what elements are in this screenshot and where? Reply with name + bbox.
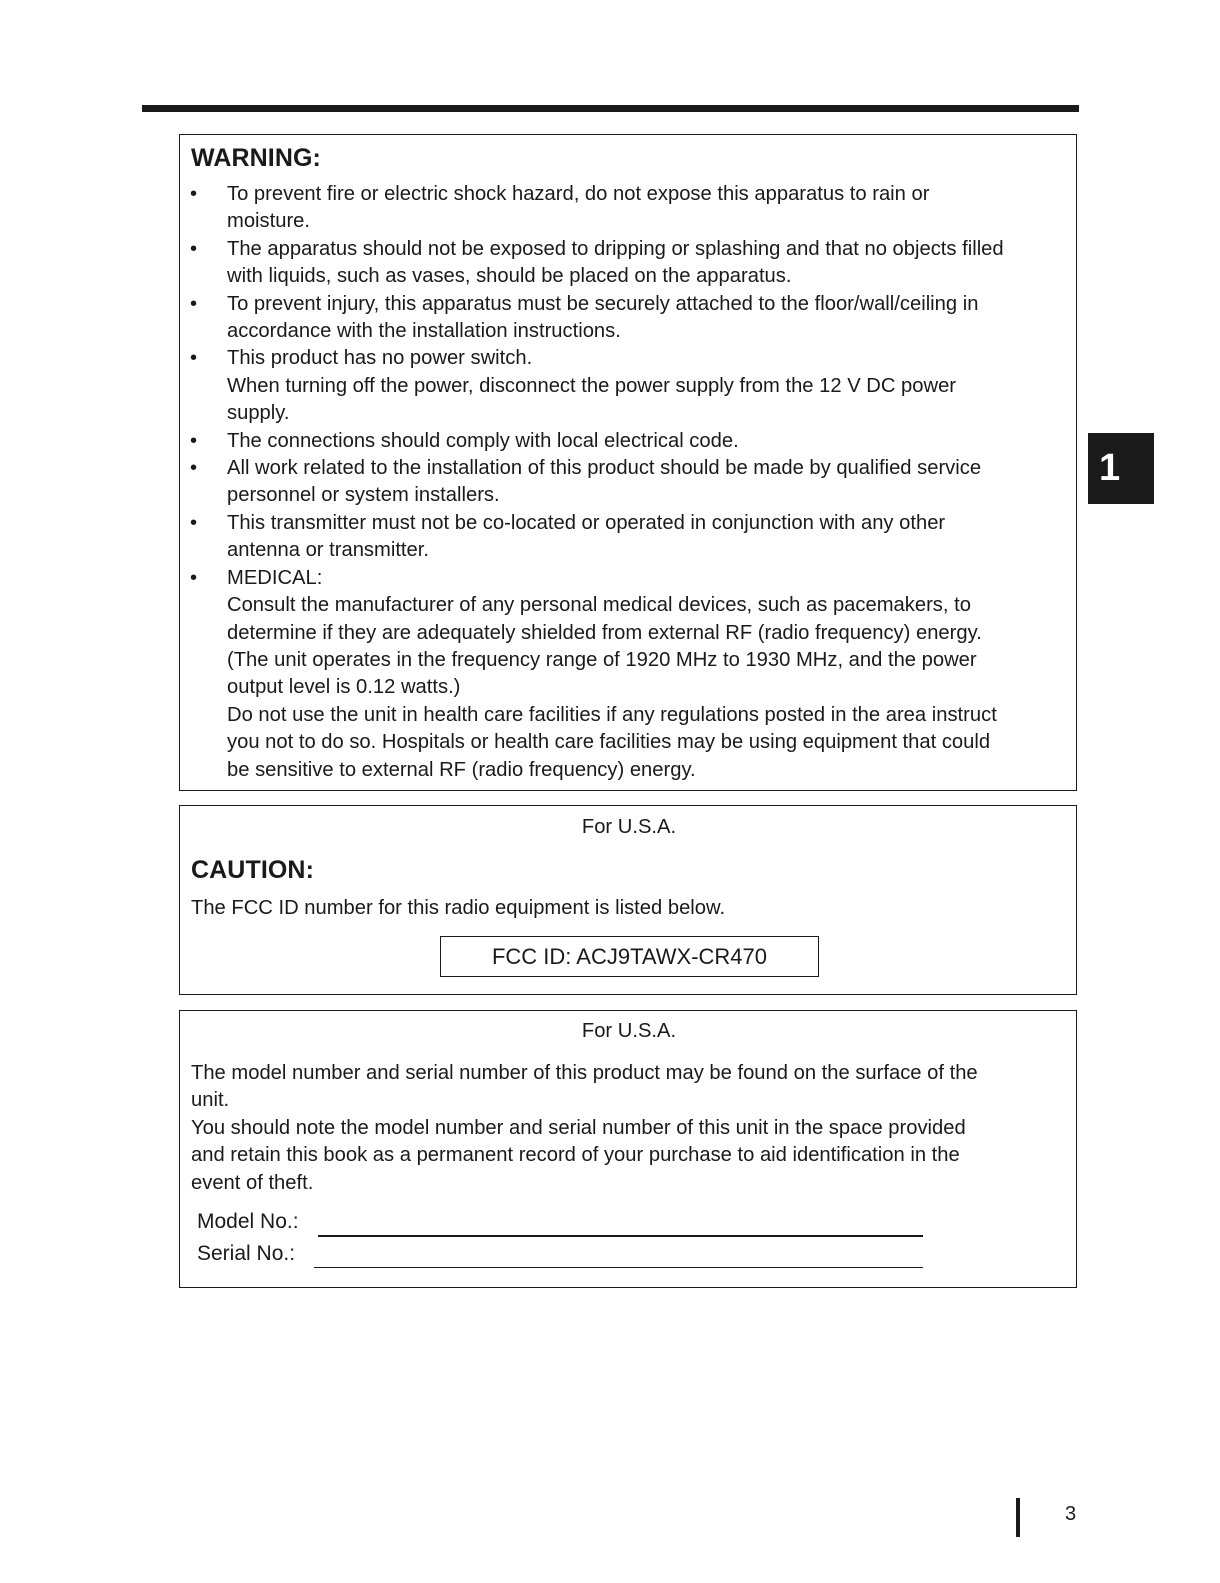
warning-item (180, 236, 1078, 291)
warning-item-line: Do not use the unit in health care facilities if any regulations posted in the area instruct (227, 703, 997, 726)
warning-item-line: To prevent fire or electric shock hazard, do not expose this apparatus to rain or (227, 183, 930, 205)
warning-item-line: accordance with the installation instructions. (227, 320, 621, 343)
warning-item-line: antenna or transmitter. (227, 539, 429, 562)
record-text (191, 1060, 1071, 1197)
bullet-icon: • (190, 292, 198, 315)
warning-item-line: This product has no power switch. (227, 347, 533, 370)
warning-item-line: This transmitter must not be co-located or operated in conjunction with any other (227, 511, 946, 534)
warning-heading: WARNING: (191, 144, 321, 172)
warning-item-line: The apparatus should not be exposed to dripping or splashing and that no objects filled (227, 237, 1004, 260)
model-number-label: Model No.: (197, 1210, 299, 1233)
warning-item (180, 181, 1078, 236)
record-text-line: You should note the model number and serial number of this unit in the space provided (191, 1116, 966, 1139)
bullet-icon: • (190, 183, 198, 205)
record-text-line: event of theft. (191, 1171, 314, 1194)
bullet-icon: • (190, 457, 198, 480)
caution-text: The FCC ID number for this radio equipment is listed below. (191, 897, 726, 919)
model-number-blank (318, 1235, 923, 1237)
record-region-label: For U.S.A. (581, 1020, 677, 1042)
record-box (179, 1010, 1077, 1288)
page-number: 3 (1065, 1503, 1077, 1525)
warning-item (180, 345, 1078, 427)
bullet-icon: • (190, 511, 198, 534)
warning-item-line: personnel or system installers. (227, 484, 500, 507)
bullet-icon: • (190, 237, 198, 260)
warning-item-line: Consult the manufacturer of any personal medical devices, such as pacemakers, to (227, 594, 971, 617)
warning-item-line: be sensitive to external RF (radio frequency) energy. (227, 758, 696, 781)
caution-region-label: For U.S.A. (581, 816, 677, 838)
warning-item-line: with liquids, such as vases, should be placed on the apparatus. (227, 265, 792, 288)
header-rule (142, 105, 1079, 112)
record-text-line: The model number and serial number of this product may be found on the surface of the (191, 1062, 978, 1084)
footer-rule (1016, 1498, 1020, 1537)
record-text-line: and retain this book as a permanent record of your purchase to aid identification in the (191, 1144, 960, 1167)
record-text-line: unit. (191, 1089, 230, 1112)
model-number-row (197, 1210, 299, 1234)
warning-item-line: To prevent injury, this apparatus must be securely attached to the floor/wall/ceiling in (227, 292, 979, 315)
bullet-icon: • (190, 347, 198, 370)
chapter-tab: 1 (1088, 433, 1154, 504)
warning-item-line: supply. (227, 402, 290, 425)
caution-box (179, 805, 1077, 995)
warning-list (180, 181, 1078, 784)
warning-item (180, 291, 1078, 346)
warning-item-line: All work related to the installation of this product should be made by qualified service (227, 457, 982, 480)
warning-item (180, 565, 1078, 784)
caution-heading: CAUTION: (191, 856, 315, 884)
warning-item (180, 428, 1078, 455)
fcc-id-label: FCC ID: ACJ9TAWX-CR470 (440, 936, 819, 977)
serial-number-row (197, 1242, 295, 1266)
warning-item-line: output level is 0.12 watts.) (227, 676, 461, 699)
warning-item-line: moisture. (227, 210, 311, 233)
warning-item-line: (The unit operates in the frequency range of 1920 MHz to 1930 MHz, and the power (227, 648, 977, 671)
warning-item (180, 455, 1078, 510)
warning-item-line: When turning off the power, disconnect the power supply from the 12 V DC power (227, 374, 957, 397)
warning-box (179, 134, 1077, 791)
bullet-icon: • (190, 566, 198, 589)
serial-number-blank (314, 1267, 923, 1268)
serial-number-label: Serial No.: (197, 1242, 296, 1265)
warning-item-line: you not to do so. Hospitals or health care facilities may be using equipment that could (227, 731, 991, 754)
warning-item-line: MEDICAL: (227, 566, 323, 589)
bullet-icon: • (190, 429, 198, 452)
warning-item (180, 510, 1078, 565)
warning-item-line: determine if they are adequately shielded from external RF (radio frequency) energy. (227, 621, 982, 644)
warning-item-line: The connections should comply with local electrical code. (227, 429, 739, 452)
